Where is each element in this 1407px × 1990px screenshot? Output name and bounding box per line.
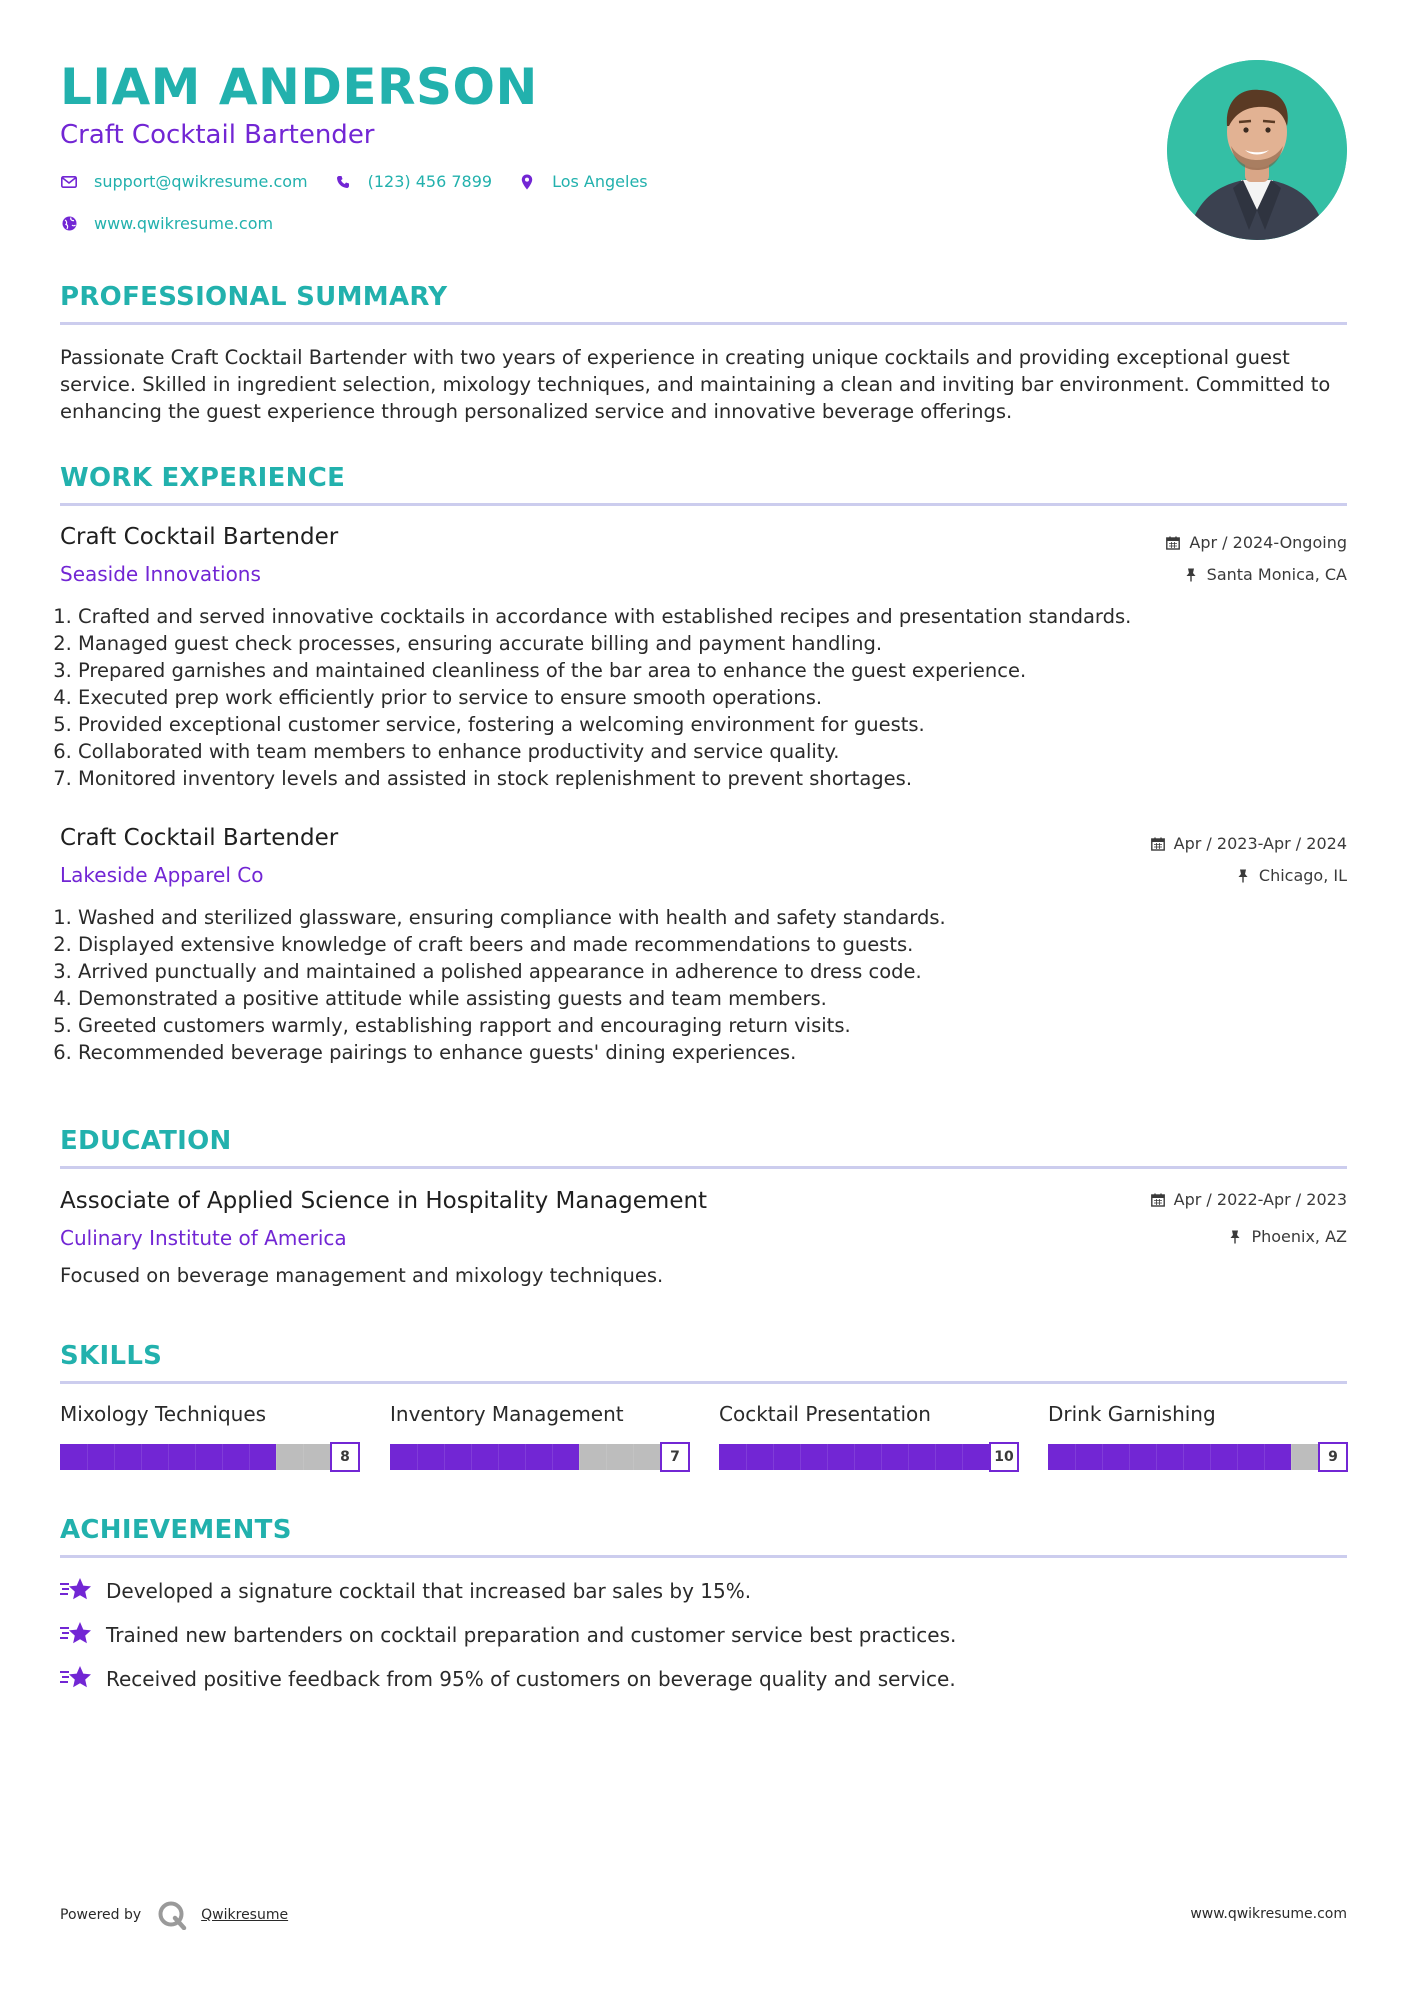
- skill-name: Inventory Management: [390, 1402, 624, 1426]
- globe-icon: [60, 215, 78, 233]
- skill-meter-divider: [114, 1444, 115, 1470]
- achievement-text: Received positive feedback from 95% of customers on beverage quality and service.: [106, 1667, 956, 1691]
- list-item: 5. Greeted customers warmly, establishing rapport and encouraging return visits.: [78, 1012, 1347, 1039]
- list-item: 2. Displayed extensive knowledge of craft beers and made recommendations to guests.: [78, 931, 1347, 958]
- education-degree: Associate of Applied Science in Hospitality Management: [60, 1188, 708, 1214]
- skill-meter-divider: [276, 1444, 277, 1470]
- list-item: 1. Washed and sterilized glassware, ensuring compliance with health and safety standards.: [78, 904, 1347, 931]
- skill-meter-divider: [444, 1444, 445, 1470]
- skill-meter-fill: [1048, 1444, 1291, 1470]
- education-dates: [1150, 1190, 1347, 1209]
- phone-icon: [334, 173, 352, 191]
- qwikresume-logo-icon: [157, 1900, 187, 1930]
- skill-meter-divider: [881, 1444, 882, 1470]
- achievement-text: Trained new bartenders on cocktail preparation and customer service best practices.: [106, 1623, 957, 1647]
- skill-name: Mixology Techniques: [60, 1402, 267, 1426]
- resume-page: [60, 0, 1347, 1990]
- skill-meter-divider: [195, 1444, 196, 1470]
- skill-level: 10: [989, 1442, 1019, 1472]
- list-item: 3. Arrived punctually and maintained a polished appearance in adherence to dress code.: [78, 958, 1347, 985]
- section-divider: [60, 1166, 1347, 1169]
- candidate-name: LIAM ANDERSON: [60, 58, 538, 116]
- section-divider: [60, 1381, 1347, 1384]
- job-location-text: Santa Monica, CA: [1206, 565, 1347, 584]
- skill-meter-divider: [249, 1444, 250, 1470]
- job-dates-text: Apr / 2023-Apr / 2024: [1173, 834, 1347, 853]
- list-item: 3. Prepared garnishes and maintained cleanliness of the bar area to enhance the guest experience.: [78, 657, 1347, 684]
- skill-meter-divider: [1210, 1444, 1211, 1470]
- calendar-icon: [1150, 1192, 1166, 1208]
- skill-level: 8: [330, 1442, 360, 1472]
- footer-powered-by: [60, 1900, 288, 1930]
- email-text: support@qwikresume.com: [94, 172, 308, 191]
- job-location: [1183, 565, 1347, 584]
- education-school: Culinary Institute of America: [60, 1226, 347, 1250]
- skill-meter-divider: [579, 1444, 580, 1470]
- achievement-item: [60, 1665, 956, 1693]
- skill-meter-divider: [827, 1444, 828, 1470]
- list-item: 2. Managed guest check processes, ensuring accurate billing and payment handling.: [78, 630, 1347, 657]
- skills-heading: SKILLS: [60, 1341, 163, 1371]
- contact-phone[interactable]: [334, 172, 492, 191]
- education-location-text: Phoenix, AZ: [1251, 1227, 1347, 1246]
- skill-meter-empty: [579, 1444, 660, 1470]
- skill-meter-divider: [222, 1444, 223, 1470]
- skill-name: Drink Garnishing: [1048, 1402, 1216, 1426]
- summary-text: Passionate Craft Cocktail Bartender with two years of experience in creating unique cocktails and providing exceptional guest service. Skilled in ingredient selection, mixology techniques, and maintaining a clean and inviting bar environment. Committed to enhancing the guest experience through personalized service and innovative beverage offerings.: [60, 346, 1331, 423]
- job-bullets: [60, 904, 1347, 1066]
- pushpin-icon: [1183, 567, 1199, 583]
- skill-meter-divider: [800, 1444, 801, 1470]
- skill-meter: [390, 1442, 690, 1472]
- skill-meter: [60, 1442, 360, 1472]
- job-location: [1235, 866, 1347, 885]
- skill-meter-divider: [773, 1444, 774, 1470]
- job-title: Craft Cocktail Bartender: [60, 524, 339, 550]
- footer-url[interactable]: www.qwikresume.com: [1190, 1906, 1347, 1922]
- star-icon: [60, 1621, 92, 1649]
- star-icon: [60, 1665, 92, 1693]
- list-item: 6. Recommended beverage pairings to enhance guests' dining experiences.: [78, 1039, 1347, 1066]
- contact-location: [518, 172, 648, 191]
- achievement-text: Developed a signature cocktail that increased bar sales by 15%.: [106, 1579, 752, 1603]
- skill-meter: [1048, 1442, 1348, 1472]
- envelope-icon: [60, 173, 78, 191]
- job-location-text: Chicago, IL: [1258, 866, 1347, 885]
- list-item: 1. Crafted and served innovative cocktails in accordance with established recipes and presentation standards.: [78, 603, 1347, 630]
- skill-meter-divider: [1075, 1444, 1076, 1470]
- website-text: www.qwikresume.com: [94, 214, 274, 233]
- contact-website[interactable]: [60, 214, 273, 233]
- list-item: 7. Monitored inventory levels and assisted in stock replenishment to prevent shortages.: [78, 765, 1347, 792]
- skill-meter-divider: [854, 1444, 855, 1470]
- contact-row: [60, 172, 674, 191]
- skill-meter-divider: [168, 1444, 169, 1470]
- education-location: [1227, 1227, 1347, 1246]
- skill-meter-divider: [606, 1444, 607, 1470]
- achievements-heading: ACHIEVEMENTS: [60, 1515, 292, 1545]
- job-title: Craft Cocktail Bartender: [60, 825, 339, 851]
- list-item: 6. Collaborated with team members to enhance productivity and service quality.: [78, 738, 1347, 765]
- skill-meter-divider: [962, 1444, 963, 1470]
- section-divider: [60, 1555, 1347, 1558]
- contact-email[interactable]: [60, 172, 308, 191]
- pushpin-icon: [1227, 1229, 1243, 1245]
- location-text: Los Angeles: [552, 172, 648, 191]
- skill-meter-divider: [552, 1444, 553, 1470]
- star-icon: [60, 1577, 92, 1605]
- skill-level: 9: [1318, 1442, 1348, 1472]
- section-divider: [60, 322, 1347, 325]
- skill-meter: [719, 1442, 1019, 1472]
- experience-heading: WORK EXPERIENCE: [60, 463, 346, 493]
- skill-meter-divider: [935, 1444, 936, 1470]
- skill-meter-divider: [141, 1444, 142, 1470]
- phone-text: (123) 456 7899: [367, 172, 493, 191]
- summary-heading: PROFESSIONAL SUMMARY: [60, 282, 448, 312]
- skill-meter-divider: [1156, 1444, 1157, 1470]
- skill-meter-divider: [87, 1444, 88, 1470]
- skill-meter-divider: [1291, 1444, 1292, 1470]
- list-item: 4. Demonstrated a positive attitude while assisting guests and team members.: [78, 985, 1347, 1012]
- skill-meter-divider: [746, 1444, 747, 1470]
- profile-photo: [1167, 60, 1347, 240]
- job-bullets: [60, 603, 1347, 792]
- powered-by-label: Powered by: [60, 1907, 142, 1923]
- job-dates: [1165, 533, 1347, 552]
- job-company: Seaside Innovations: [60, 562, 261, 586]
- skill-meter-divider: [417, 1444, 418, 1470]
- map-pin-icon: [518, 173, 536, 191]
- job-dates: [1150, 834, 1347, 853]
- achievement-item: [60, 1621, 956, 1649]
- skill-meter-divider: [525, 1444, 526, 1470]
- footer-brand-link[interactable]: Qwikresume: [201, 1907, 289, 1923]
- skill-meter-divider: [498, 1444, 499, 1470]
- education-dates-text: Apr / 2022-Apr / 2023: [1173, 1190, 1347, 1209]
- skill-meter-divider: [1264, 1444, 1265, 1470]
- skill-meter-divider: [1102, 1444, 1103, 1470]
- skill-meter-divider: [633, 1444, 634, 1470]
- skill-item: [1048, 1402, 1348, 1472]
- job-company: Lakeside Apparel Co: [60, 863, 264, 887]
- skill-name: Cocktail Presentation: [719, 1402, 931, 1426]
- skill-meter-divider: [908, 1444, 909, 1470]
- job-dates-text: Apr / 2024-Ongoing: [1189, 533, 1347, 552]
- candidate-title: Craft Cocktail Bartender: [60, 120, 375, 150]
- skill-meter-divider: [471, 1444, 472, 1470]
- list-item: 4. Executed prep work efficiently prior to service to ensure smooth operations.: [78, 684, 1347, 711]
- skill-meter-divider: [1129, 1444, 1130, 1470]
- skill-item: [390, 1402, 690, 1472]
- education-description: Focused on beverage management and mixology techniques.: [60, 1264, 664, 1287]
- skill-meter-divider: [1183, 1444, 1184, 1470]
- skill-meter-divider: [303, 1444, 304, 1470]
- skill-meter-fill: [390, 1444, 579, 1470]
- pushpin-icon: [1235, 868, 1251, 884]
- contact-row-2: [60, 214, 299, 233]
- skill-meter-divider: [1237, 1444, 1238, 1470]
- skill-item: [60, 1402, 360, 1472]
- skill-item: [719, 1402, 1019, 1472]
- skill-meter-empty: [1291, 1444, 1318, 1470]
- section-divider: [60, 503, 1347, 506]
- calendar-icon: [1165, 535, 1181, 551]
- calendar-icon: [1150, 836, 1166, 852]
- education-heading: EDUCATION: [60, 1126, 232, 1156]
- achievement-item: [60, 1577, 751, 1605]
- list-item: 5. Provided exceptional customer service, fostering a welcoming environment for guests.: [78, 711, 1347, 738]
- skill-level: 7: [660, 1442, 690, 1472]
